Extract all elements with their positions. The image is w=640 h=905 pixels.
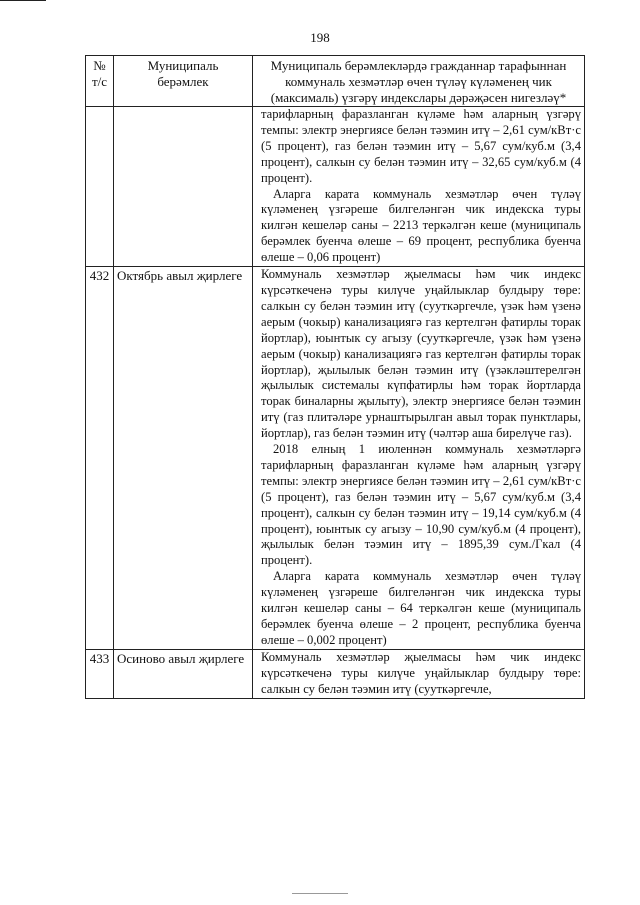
table-header-row xyxy=(86,56,585,107)
table-row-432 xyxy=(86,267,585,650)
row-num xyxy=(86,107,114,267)
tariff-index-table xyxy=(85,55,585,699)
row-description xyxy=(253,649,585,698)
footer-rule xyxy=(292,893,348,894)
header-municipality xyxy=(114,56,253,107)
row-name xyxy=(114,107,253,267)
row-description xyxy=(253,267,585,650)
row-name: Октябрь авыл җирлеге xyxy=(114,267,253,650)
row-name: Осиново авыл җирлеге xyxy=(114,649,253,698)
header-description xyxy=(253,56,585,107)
table-row-continuation xyxy=(86,107,585,267)
description-paragraph: тарифларның фаразланган күләме һәм аларның үзгәрү темпы: электр энергиясе белән тәэмин итү – 2,61 сум/кВт·с (5 процент), газ белән тәэмин итү – 5,67 сум/куб.м (3,4 процент), салкын су белән тәэмин итү – 32,65 сум/куб.м (4 процент). xyxy=(261,107,581,185)
description-paragraph: Аларга карата коммуналь хезмәтләр өчен түләү күләменең үзгәреше билгеләнгән чик индекска туры килгән кешеләр саны – 64 теркәлгән кеше (муниципаль берәмлек буенча өлеше – 2 процент, республика буенча өлеше – 0,002 процент) xyxy=(261,569,581,647)
header-description-text: Муниципаль берәмлекләрдә гражданнар тарафыннан коммуналь хезмәтләр өчен түләү күләменең чик (максималь) үзгәрү индекслары дәрәҗәсен нигезләү* xyxy=(270,58,567,105)
corner-rule xyxy=(0,0,46,1)
header-num-text: № т/с xyxy=(91,58,108,89)
header-num xyxy=(86,56,114,107)
description-paragraph: 2018 елның 1 июленнән коммуналь хезмәтләргә тарифларның фаразланган күләме һәм аларның үзгәрү темпы: электр энергиясе белән тәэмин итү – 2,61 сум/кВт·с (5 процент), газ белән тәэмин итү – 5,67 сум/куб.м (3,4 процент), салкын су белән тәэмин итү – 19,14 сум/куб.м (4 процент), юынтык су агызу – 10,90 сум/куб.м (4 процент), җылылык белән тәэмин итү – 1895,39 сум./Гкал (4 процент). xyxy=(261,442,581,568)
row-description xyxy=(253,107,585,267)
header-municipality-text: Муниципаль берәмлек xyxy=(147,58,219,89)
description-paragraph: Коммуналь хезмәтләр җыелмасы һәм чик индекс күрсәткеченә туры килүче уңайлыклар булдыру төре: салкын су белән тәэмин итү (сууткәргечле, үзәк һәм үзенә аерым (чокыр) канализациягә газ кертелгән фатирлы торак йортлар), юынтык су агызу (сууткәргечле, үзәк һәм үзенә аерым (чокыр) канализациягә газ кертелгән фатирлы торак йортлар), җылылык белән тәэмин итү (үзәкләштерелгән җылылык системалы күпфатирлы һәм торак йортларда торак биналарны җылыту), электр энергиясе белән тәэмин итү (газ плитәләре урнаштырылган авыл торак пунктлары, йортлар), газ белән тәэмин итү (чәлтәр аша бирелүче газ). xyxy=(261,267,581,441)
row-num: 433 xyxy=(86,649,114,698)
row-num: 432 xyxy=(86,267,114,650)
page-number: 198 xyxy=(310,30,330,45)
table-row-433 xyxy=(86,649,585,698)
description-paragraph: Аларга карата коммуналь хезмәтләр өчен түләү күләменең үзгәреше билгеләнгән чик индекска туры килгән кешеләр саны – 2213 теркәлгән кеше (муниципаль берәмлек буенча өлеше – 69 процент, республика буенча өлеше – 0,06 процент) xyxy=(261,186,581,265)
description-paragraph: Коммуналь хезмәтләр җыелмасы һәм чик индекс күрсәткеченә туры килүче уңайлыклар булдыру төре: салкын су белән тәэмин итү (сууткәргечле, xyxy=(261,649,581,696)
